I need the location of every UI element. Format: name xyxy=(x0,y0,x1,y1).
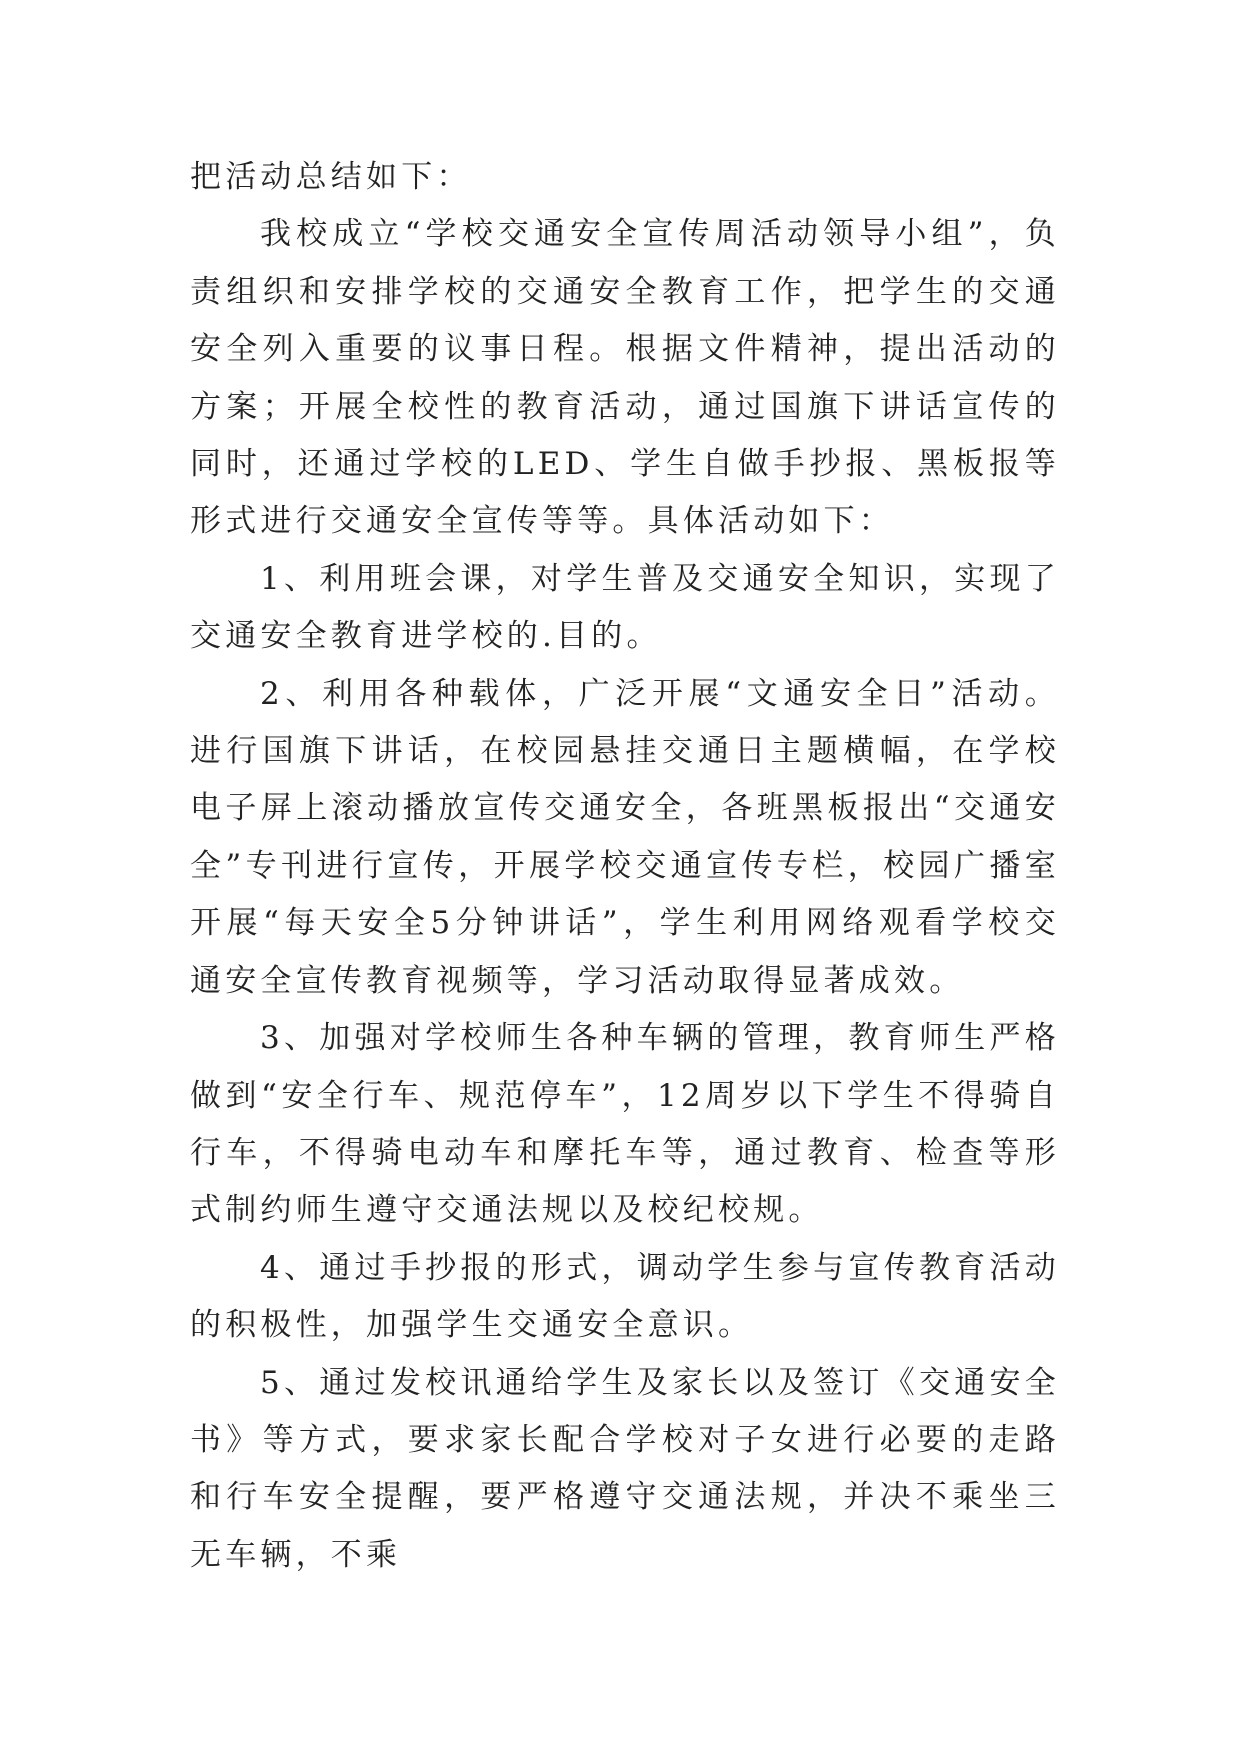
paragraph-overview: 我校成立“学校交通安全宣传周活动领导小组”，负责组织和安排学校的交通安全教育工作，把学生的交通安全列入重要的议事日程。根据文件精神，提出活动的方案；开展全校性的教育活动，通过国旗下讲话宣传的同时，还通过学校的LED、学生自做手抄报、黑板报等形式进行交通安全宣传等等。具体活动如下： xyxy=(190,216,1060,540)
paragraph-item-5: 5、通过发校讯通给学生及家长以及签订《交通安全书》等方式，要求家长配合学校对子女进行必要的走路和行车安全提醒，要严格遵守交通法规，并决不乘坐三无车辆，不乘 xyxy=(190,1364,1060,1573)
document-page xyxy=(190,149,1060,1584)
paragraph-item-4: 4、通过手抄报的形式，调动学生参与宣传教育活动的积极性，加强学生交通安全意识。 xyxy=(190,1249,1060,1344)
paragraph-item-1: 1、利用班会课，对学生普及交通安全知识，实现了交通安全教育进学校的.目的。 xyxy=(190,560,1060,655)
paragraph-intro: 把活动总结如下： xyxy=(190,159,472,195)
paragraph-item-3: 3、加强对学校师生各种车辆的管理，教育师生严格做到“安全行车、规范停车”，12周岁以下学生不得骑自行车，不得骑电动车和摩托车等，通过教育、检查等形式制约师生遵守交通法规以及校纪校规。 xyxy=(190,1020,1060,1229)
paragraph-item-2: 2、利用各种载体，广泛开展“文通安全日”活动。进行国旗下讲话，在校园悬挂交通日主题横幅，在学校电子屏上滚动播放宣传交通安全，各班黑板报出“交通安全”专刊进行宣传，开展学校交通宣传专栏，校园广播室开展“每天安全5分钟讲话”，学生利用网络观看学校交通安全宣传教育视频等，学习活动取得显著成效。 xyxy=(190,675,1060,999)
